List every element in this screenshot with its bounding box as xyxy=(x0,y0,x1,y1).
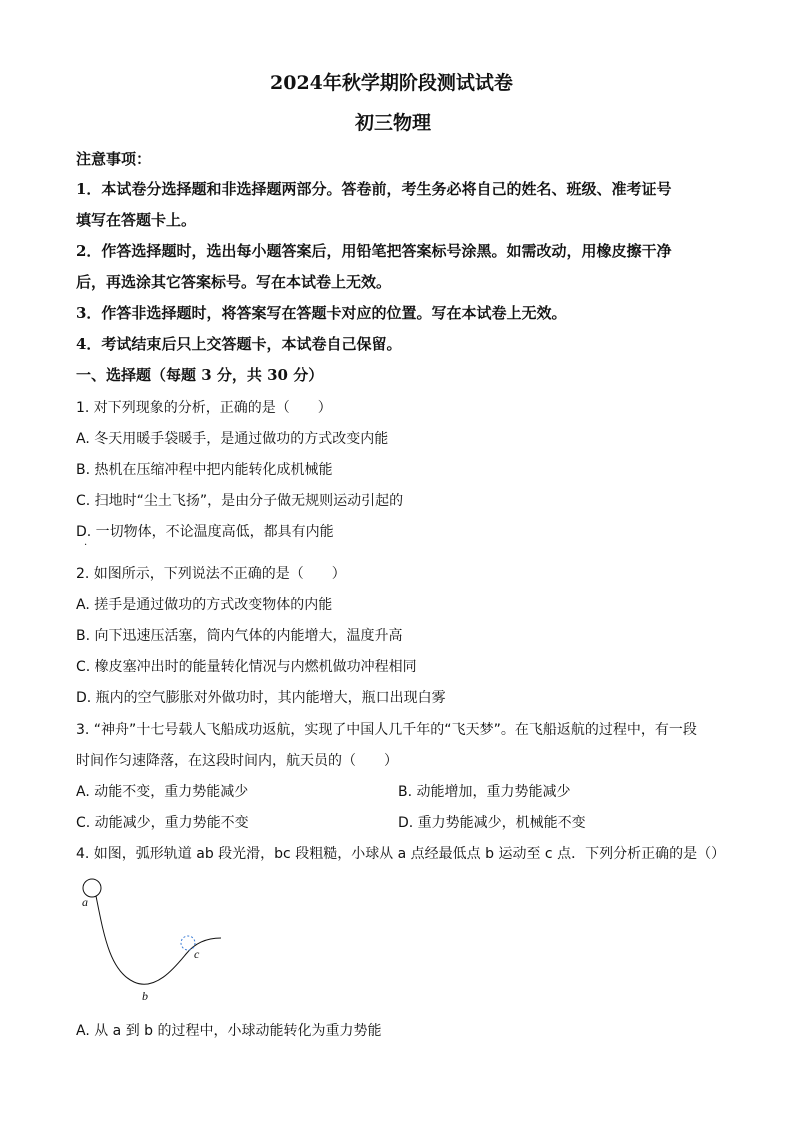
question-2-option-d: D. 瓶内的空气膨胀对外做功时，其内能增大，瓶口出现白雾 xyxy=(76,690,446,706)
ball-at-c xyxy=(181,936,195,950)
question-3-option-d: D. 重力势能减少，机械能不变 xyxy=(398,815,586,831)
question-4-option-a: A. 从 a 到 b 的过程中，小球动能转化为重力势能 xyxy=(76,1023,382,1039)
question-4-stem: 4. 如图，弧形轨道 ab 段光滑，bc 段粗糙，小球从 a 点经最低点 b 运动至 c 点．下列分析正确的是（） xyxy=(76,846,726,862)
track-diagram xyxy=(76,876,226,1006)
question-3-stem: 3. “神舟”十七号载人飞船成功返航，实现了中国人几千年的“飞天梦”。在飞船返航的过程中，有一段 xyxy=(76,722,697,738)
point-b-label: b xyxy=(142,989,148,1003)
stray-dot: . xyxy=(84,537,88,548)
curved-track xyxy=(96,896,221,984)
point-c-label: c xyxy=(194,947,200,961)
note-line: 后，再选涂其它答案标号。写在本试卷上无效。 xyxy=(76,273,392,291)
point-a-label: a xyxy=(82,895,88,909)
notes-heading: 注意事项： xyxy=(76,150,152,168)
exam-title: 2024年秋学期阶段测试试卷 xyxy=(270,72,513,94)
question-1-option-d: D. 一切物体，不论温度高低，都具有内能 xyxy=(76,524,334,540)
note-line: 1．本试卷分选择题和非选择题两部分。答卷前，考生务必将自己的姓名、班级、准考证号 xyxy=(76,180,672,198)
question-3-stem-cont: 时间作匀速降落，在这段时间内，航天员的（ ） xyxy=(76,753,398,769)
note-line: 2．作答选择题时，选出每小题答案后，用铅笔把答案标号涂黑。如需改动，用橡皮擦干净 xyxy=(76,242,672,260)
question-1-option-c: C. 扫地时“尘土飞扬”，是由分子做无规则运动引起的 xyxy=(76,493,404,509)
question-3-option-b: B. 动能增加，重力势能减少 xyxy=(398,784,571,800)
question-2-option-a: A. 搓手是通过做功的方式改变物体的内能 xyxy=(76,597,333,613)
subject-title: 初三物理 xyxy=(355,112,432,134)
question-3-option-c: C. 动能减少，重力势能不变 xyxy=(76,815,249,831)
note-line: 填写在答题卡上。 xyxy=(76,211,197,229)
question-2-stem: 2. 如图所示，下列说法不正确的是（ ） xyxy=(76,566,346,582)
section-heading: 一、选择题（每题 3 分，共 30 分） xyxy=(76,366,324,384)
note-line: 3．作答非选择题时，将答案写在答题卡对应的位置。写在本试卷上无效。 xyxy=(76,304,567,322)
question-1-stem: 1. 对下列现象的分析，正确的是（ ） xyxy=(76,400,332,416)
question-2-option-c: C. 橡皮塞冲出时的能量转化情况与内燃机做功冲程相同 xyxy=(76,659,417,675)
question-1-option-b: B. 热机在压缩冲程中把内能转化成机械能 xyxy=(76,462,333,478)
question-2-option-b: B. 向下迅速压活塞，筒内气体的内能增大，温度升高 xyxy=(76,628,403,644)
note-line: 4．考试结束后只上交答题卡，本试卷自己保留。 xyxy=(76,335,402,353)
question-1-option-a: A. 冬天用暖手袋暖手，是通过做功的方式改变内能 xyxy=(76,431,389,447)
question-3-option-a: A. 动能不变，重力势能减少 xyxy=(76,784,249,800)
